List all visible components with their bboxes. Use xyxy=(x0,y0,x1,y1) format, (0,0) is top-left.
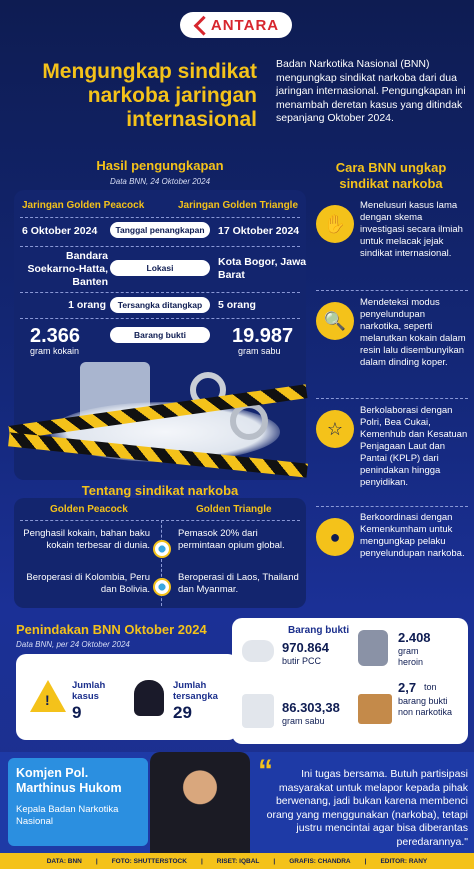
heroin-value: 2.408 xyxy=(398,630,431,645)
row-label-date: Tanggal penangkapan xyxy=(110,222,210,238)
divider xyxy=(20,318,300,319)
left-location: Bandara Soekarno-Hatta, Banten xyxy=(27,250,108,288)
globe-icon xyxy=(153,578,171,596)
tentang-heading: Tentang sindikat narkoba xyxy=(81,483,239,498)
right-date: 17 Oktober 2024 xyxy=(218,225,300,237)
penindakan-source: Data BNN, per 24 Oktober 2024 xyxy=(16,640,130,649)
golden-triangle-header: Golden Triangle xyxy=(196,504,272,515)
handshake-icon: ✋ xyxy=(316,205,354,243)
cara-item: Berkoordinasi dengan Kemenkumham untuk mengungkap pelaku penyelundupan narkoba. xyxy=(360,512,465,559)
left-suspects: 1 orang xyxy=(68,299,106,311)
divider xyxy=(20,217,300,218)
peacock-fact: Penghasil kokain, bahan baku kokain terbesar di dunia. xyxy=(23,528,150,551)
right-location: Kota Bogor, Jawa Barat xyxy=(218,256,307,281)
row-label-location: Lokasi xyxy=(110,260,210,276)
cara-item: Berkolaborasi dengan Polri, Bea Cukai, Kemenhub dan Kesatuan Penjagaan Laut dan Pantai (KPLP) dari penindakan hingga penyidikan. xyxy=(360,405,468,488)
peacock-fact: Beroperasi di Kolombia, Peru dan Bolivia. xyxy=(26,572,150,595)
left-evidence-unit: gram kokain xyxy=(30,346,80,356)
title-line: internasional xyxy=(126,108,257,131)
tersangka-value: 29 xyxy=(173,703,192,722)
row-label-suspects: Tersangka ditangkap xyxy=(110,297,210,313)
suspect-icon xyxy=(134,680,164,716)
antara-logo xyxy=(180,12,292,38)
hasil-source: Data BNN, 24 Oktober 2024 xyxy=(109,177,211,186)
globe-icon xyxy=(153,540,171,558)
group-icon: ● xyxy=(316,518,354,556)
penindakan-heading: Penindakan BNN Oktober 2024 xyxy=(16,622,207,637)
credit: DATA: BNN xyxy=(46,857,82,865)
credit: EDITOR: RANY xyxy=(380,857,428,865)
credit-separator: | xyxy=(273,857,276,865)
credit: RISET: IQBAL xyxy=(216,857,260,865)
divider xyxy=(316,290,468,291)
right-evidence-value: 19.987 xyxy=(232,325,294,347)
left-date: 6 Oktober 2024 xyxy=(22,225,98,237)
brand-text: ANTARA xyxy=(210,16,280,34)
divider xyxy=(20,246,300,247)
hasil-heading: Hasil pengungkapan xyxy=(96,158,224,173)
divider xyxy=(20,292,300,293)
pcc-value: 970.864 xyxy=(282,640,329,655)
triangle-fact: Beroperasi di Laos, Thailand dan Myanmar. xyxy=(178,572,299,595)
credit-separator: | xyxy=(200,857,203,865)
ton-value: 2,7 xyxy=(398,680,417,695)
golden-peacock-header: Golden Peacock xyxy=(50,504,128,515)
speaker-photo xyxy=(150,752,250,853)
credit-separator: | xyxy=(95,857,98,865)
quote-mark-icon: “ xyxy=(258,754,273,787)
page-title xyxy=(12,60,257,132)
divider xyxy=(20,520,300,521)
bb-label: Barang bukti xyxy=(288,625,350,636)
divider xyxy=(316,506,468,507)
row-label-evidence: Barang bukti xyxy=(110,327,210,343)
non-narkotika-unit: barang bukti non narkotika xyxy=(398,696,453,717)
left-evidence-value: 2.366 xyxy=(30,325,81,347)
speaker-name-line: Marthinus Hukom xyxy=(16,781,122,795)
heroin-bag-icon xyxy=(358,630,388,666)
title-line: narkoba jaringan xyxy=(87,84,257,107)
triangle-fact: Pemasok 20% dari permintaan opium global. xyxy=(178,528,285,551)
col-right-header: Jaringan Golden Triangle xyxy=(178,200,299,211)
pill-icon xyxy=(242,640,274,662)
collaboration-icon: ☆ xyxy=(316,410,354,448)
credit: FOTO: SHUTTERSTOCK xyxy=(111,857,187,865)
cara-item: Mendeteksi modus penyelundupan narkotika, seperti melarutkan kokain dalam resin lalu disembunyikan dalam dinding koper. xyxy=(360,297,466,368)
sabu-bag-icon xyxy=(242,694,274,728)
cara-item: Menelusuri kasus lama dengan skema investigasi secara ilmiah untuk melacak jejak sindikat internasional. xyxy=(360,200,463,259)
credit: GRAFIS: CHANDRA xyxy=(289,857,351,865)
footer-credits xyxy=(0,853,474,869)
box-icon xyxy=(358,694,392,724)
sabu-value: 86.303,38 xyxy=(282,700,340,715)
kasus-label: Jumlah kasus xyxy=(72,680,106,702)
credit-separator: | xyxy=(364,857,367,865)
quote-text: Ini tugas bersama. Butuh partisipasi masyarakat untuk melapor kepada pihak berwenang, jadi bukan karena membenci orang yang menggunakan (narkoba), tetapi justru mencintai agar bisa diberantas peredarannya." xyxy=(266,768,468,848)
speaker-role: Kepala Badan Narkotika Nasional xyxy=(16,804,119,827)
divider xyxy=(316,398,468,399)
heroin-unit: gram heroin xyxy=(398,646,424,667)
ton-unit: ton xyxy=(424,682,437,692)
pcc-unit: butir PCC xyxy=(282,656,322,666)
col-left-header: Jaringan Golden Peacock xyxy=(22,200,145,211)
cara-heading: Cara BNN ungkap sindikat narkoba xyxy=(335,160,447,191)
speaker-name-line: Komjen Pol. xyxy=(16,766,89,780)
sabu-unit: gram sabu xyxy=(282,716,325,726)
kasus-value: 9 xyxy=(72,703,82,722)
magnifier-icon: 🔍 xyxy=(316,302,354,340)
tersangka-label: Jumlah tersangka xyxy=(173,680,218,702)
warning-mark: ! xyxy=(45,692,50,708)
right-suspects: 5 orang xyxy=(218,299,256,311)
title-line: Mengungkap sindikat xyxy=(42,60,257,83)
speaker-name xyxy=(16,766,122,796)
intro-text: Badan Narkotika Nasional (BNN) mengungkap sindikat narkoba dari dua jaringan internasional. Pengungkapan ini menambah deretan kasus yang ditindak sepanjang Oktober 2024. xyxy=(276,58,466,124)
right-evidence-unit: gram sabu xyxy=(238,346,281,356)
